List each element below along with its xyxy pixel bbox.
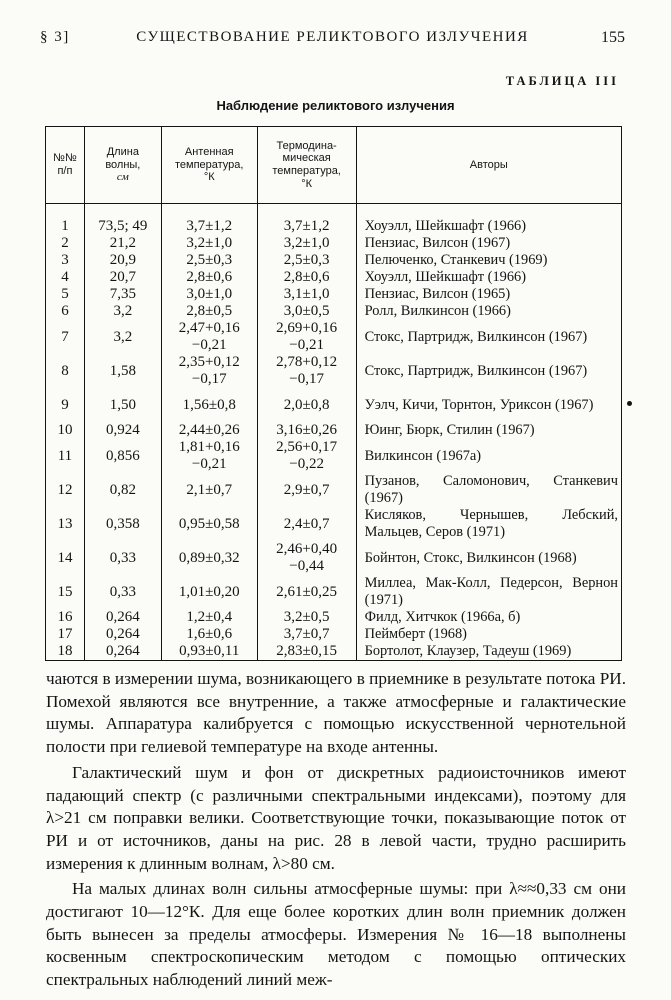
antenna-temp-cell: 2,1±0,7 [161, 473, 257, 507]
paragraph-3: На малых длинах волн сильны атмосферные шумы: при λ≈≈0,33 см они достигают 10—12°К. Для еще более коротких длин волн приемник должен быть вынесен за пределы атмосферы. Измерения № 16—18 выполнены косвенным спектроскопическим методом с помощью оптических спектральных наблюдений линий меж- [46, 879, 626, 990]
authors-cell: Филд, Хитчкок (1966а, б) [356, 609, 621, 626]
row-number: 16 [46, 609, 85, 626]
table-row [46, 541, 622, 575]
row-number: 2 [46, 235, 85, 252]
antenna-temp-cell: 1,81+0,16 −0,21 [161, 439, 257, 473]
row-number: 3 [46, 252, 85, 269]
section-mark: § 3] [40, 29, 70, 45]
wavelength-cell: 0,358 [84, 507, 161, 541]
authors-cell: Пензиас, Вилсон (1965) [356, 286, 621, 303]
antenna-temp-cell: 1,6±0,6 [161, 626, 257, 643]
thermo-temp-cell: 2,9±0,7 [257, 473, 356, 507]
wavelength-cell: 0,924 [84, 422, 161, 439]
wavelength-cell: 3,2 [84, 320, 161, 354]
authors-cell: Уэлч, Кичи, Торнтон, Уриксон (1967) [356, 388, 621, 422]
antenna-temp-cell: 2,8±0,6 [161, 269, 257, 286]
thermo-temp-cell: 2,5±0,3 [257, 252, 356, 269]
row-number: 1 [46, 218, 85, 235]
thermo-temp-cell: 2,69+0,16 −0,21 [257, 320, 356, 354]
thermo-temp-cell: 3,2±1,0 [257, 235, 356, 252]
col-header-authors: Авторы [356, 127, 621, 204]
col-header-num: №№ п/п [46, 127, 85, 204]
wavelength-cell: 73,5; 49 [84, 218, 161, 235]
row-number: 7 [46, 320, 85, 354]
row-number: 11 [46, 439, 85, 473]
ink-dot [627, 401, 632, 406]
authors-cell: Стокс, Партридж, Вилкинсон (1967) [356, 354, 621, 388]
table-row [46, 643, 622, 661]
authors-cell: Кисляков, Чернышев, Лебский, Мальцев, Серов (1971) [356, 507, 621, 541]
thermo-temp-cell: 3,7±1,2 [257, 218, 356, 235]
table-row [46, 286, 622, 303]
authors-cell: Миллеа, Мак-Колл, Педерсон, Вернон (1971) [356, 575, 621, 609]
table-row [46, 320, 622, 354]
row-number: 12 [46, 473, 85, 507]
col-header-thermo-temp: Термодина- мическая температура, °К [257, 127, 356, 204]
wavelength-cell: 0,264 [84, 626, 161, 643]
table-row [46, 507, 622, 541]
authors-cell: Пензиас, Вилсон (1967) [356, 235, 621, 252]
row-number: 8 [46, 354, 85, 388]
running-title: СУЩЕСТВОВАНИЕ РЕЛИКТОВОГО ИЗЛУЧЕНИЯ [136, 29, 529, 45]
authors-cell: Стокс, Партридж, Вилкинсон (1967) [356, 320, 621, 354]
wavelength-cell: 20,7 [84, 269, 161, 286]
table-row [46, 473, 622, 507]
table-row [46, 354, 622, 388]
antenna-temp-cell: 2,5±0,3 [161, 252, 257, 269]
observations-table [45, 126, 622, 661]
authors-cell: Бортолот, Клаузер, Тадеуш (1969) [356, 643, 621, 661]
thermo-temp-cell: 3,0±0,5 [257, 303, 356, 320]
table-row [46, 252, 622, 269]
row-number: 15 [46, 575, 85, 609]
col-header-antenna-temp: Антенная температура, °К [161, 127, 257, 204]
paragraph-1: чаются в измерении шума, возникающего в приемнике в результате потока РИ. Помехой являются все внутренние, а также атмосферные и галактические шумы. Аппаратура калибруется с помощью искусственной чернотельной полости при гелиевой температуре на входе антенны. [46, 669, 626, 757]
table-row [46, 575, 622, 609]
antenna-temp-cell: 2,44±0,26 [161, 422, 257, 439]
row-number: 10 [46, 422, 85, 439]
authors-cell: Пелюченко, Станкевич (1969) [356, 252, 621, 269]
antenna-temp-cell: 1,2±0,4 [161, 609, 257, 626]
wavelength-cell: 0,33 [84, 541, 161, 575]
row-number: 18 [46, 643, 85, 661]
thermo-temp-cell: 3,2±0,5 [257, 609, 356, 626]
row-number: 17 [46, 626, 85, 643]
authors-cell: Хоуэлл, Шейкшафт (1966) [356, 218, 621, 235]
table-label: ТАБЛИЦА III [505, 74, 619, 88]
antenna-temp-cell: 3,7±1,2 [161, 218, 257, 235]
thermo-temp-cell: 3,16±0,26 [257, 422, 356, 439]
wavelength-cell: 0,82 [84, 473, 161, 507]
row-number: 5 [46, 286, 85, 303]
table-row [46, 303, 622, 320]
table-header-row [46, 127, 622, 204]
table-row [46, 218, 622, 235]
thermo-temp-cell: 2,61±0,25 [257, 575, 356, 609]
table-row [46, 609, 622, 626]
wavelength-cell: 0,264 [84, 609, 161, 626]
table-row [46, 422, 622, 439]
antenna-temp-cell: 2,8±0,5 [161, 303, 257, 320]
thermo-temp-cell: 2,56+0,17 −0,22 [257, 439, 356, 473]
paragraph-2: Галактический шум и фон от дискретных радиоисточников имеют падающий спектр (с различными спектральными индексами), поэтому для λ>21 см поправки велики. Соответствующие точки, показывающие поток от РИ и от источников, даны на рис. 28 в левой части, трудно расширить измерения к длинным волнам, λ>80 см. [46, 762, 626, 873]
antenna-temp-cell: 0,95±0,58 [161, 507, 257, 541]
authors-cell: Вилкинсон (1967а) [356, 439, 621, 473]
body-text [46, 668, 626, 992]
antenna-temp-cell: 2,47+0,16 −0,21 [161, 320, 257, 354]
antenna-temp-cell: 1,01±0,20 [161, 575, 257, 609]
thermo-temp-cell: 2,78+0,12 −0,17 [257, 354, 356, 388]
wavelength-cell: 7,35 [84, 286, 161, 303]
page-number: 155 [601, 29, 625, 46]
wavelength-cell: 21,2 [84, 235, 161, 252]
wavelength-cell: 3,2 [84, 303, 161, 320]
antenna-temp-cell: 2,35+0,12 −0,17 [161, 354, 257, 388]
antenna-temp-cell: 3,2±1,0 [161, 235, 257, 252]
authors-cell: Юинг, Бюрк, Стилин (1967) [356, 422, 621, 439]
antenna-temp-cell: 0,89±0,32 [161, 541, 257, 575]
authors-cell: Пеймберт (1968) [356, 626, 621, 643]
running-header [40, 29, 625, 53]
table-row [46, 439, 622, 473]
thermo-temp-cell: 3,1±1,0 [257, 286, 356, 303]
wavelength-cell: 0,264 [84, 643, 161, 661]
table-caption: Наблюдение реликтового излучения [216, 98, 455, 113]
antenna-temp-cell: 0,93±0,11 [161, 643, 257, 661]
thermo-temp-cell: 2,83±0,15 [257, 643, 356, 661]
row-number: 13 [46, 507, 85, 541]
wavelength-cell: 20,9 [84, 252, 161, 269]
thermo-temp-cell: 2,0±0,8 [257, 388, 356, 422]
wavelength-cell: 0,33 [84, 575, 161, 609]
authors-cell: Бойнтон, Стокс, Вилкинсон (1968) [356, 541, 621, 575]
table-row [46, 388, 622, 422]
authors-cell: Ролл, Вилкинсон (1966) [356, 303, 621, 320]
thermo-temp-cell: 2,46+0,40 −0,44 [257, 541, 356, 575]
row-number: 14 [46, 541, 85, 575]
wavelength-cell: 0,856 [84, 439, 161, 473]
antenna-temp-cell: 3,0±1,0 [161, 286, 257, 303]
antenna-temp-cell: 1,56±0,8 [161, 388, 257, 422]
row-number: 6 [46, 303, 85, 320]
wavelength-cell: 1,50 [84, 388, 161, 422]
table-row [46, 235, 622, 252]
row-number: 4 [46, 269, 85, 286]
col-header-wavelength: Длина волны, см [84, 127, 161, 204]
authors-cell: Пузанов, Саломонович, Станкевич (1967) [356, 473, 621, 507]
table-row [46, 626, 622, 643]
table-row [46, 269, 622, 286]
row-number: 9 [46, 388, 85, 422]
thermo-temp-cell: 3,7±0,7 [257, 626, 356, 643]
thermo-temp-cell: 2,8±0,6 [257, 269, 356, 286]
wavelength-cell: 1,58 [84, 354, 161, 388]
authors-cell: Хоуэлл, Шейкшафт (1966) [356, 269, 621, 286]
thermo-temp-cell: 2,4±0,7 [257, 507, 356, 541]
